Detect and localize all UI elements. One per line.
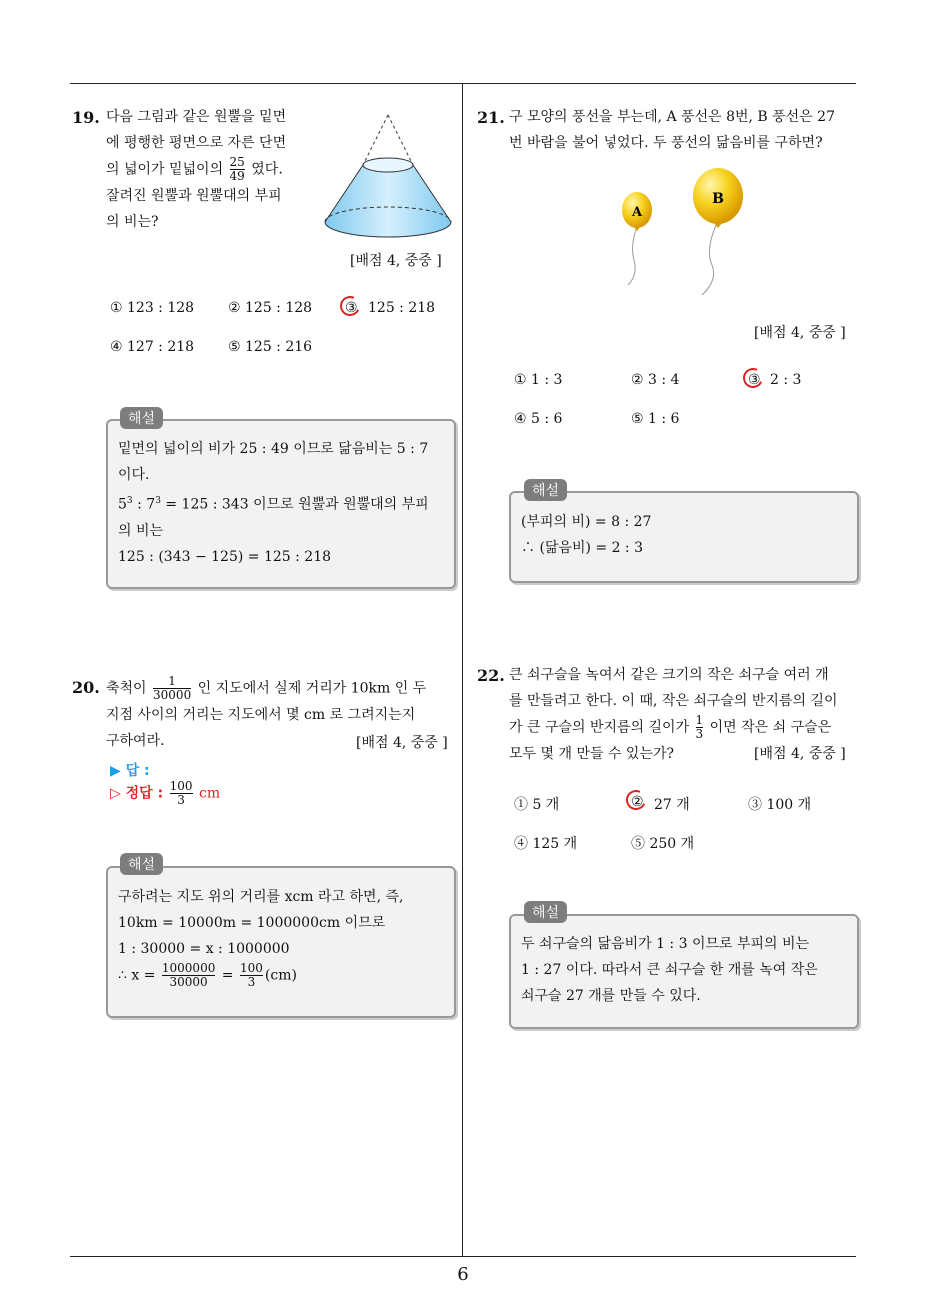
option-4[interactable]: ④ 5 : 6 bbox=[514, 411, 563, 427]
text: = bbox=[221, 967, 234, 984]
question-line: 의 비는? bbox=[106, 214, 159, 230]
numerator: 100 bbox=[239, 961, 263, 975]
page-number: 6 bbox=[457, 1264, 469, 1285]
solution-line: 두 쇠구슬의 닮음비가 1 : 3 이므로 부피의 비는 bbox=[521, 936, 810, 952]
cone-figure bbox=[320, 110, 460, 245]
solution-line: 10km = 10000m = 1000000cm 이므로 bbox=[118, 915, 386, 931]
question-line: 다음 그림과 같은 원뿔을 밑면 bbox=[106, 109, 287, 125]
question-text bbox=[509, 104, 859, 156]
denominator: 3 bbox=[240, 975, 263, 989]
option-5[interactable]: ⑤ 125 : 216 bbox=[228, 339, 313, 355]
solution-line: 밑면의 넓이의 비가 25 : 49 이므로 닮음비는 5 : 7 bbox=[118, 441, 429, 457]
option-2[interactable]: ② 125 : 128 bbox=[228, 300, 313, 316]
exponent: 3 bbox=[155, 496, 161, 506]
correct-answer-label: ▷ 정답 : bbox=[110, 785, 164, 802]
question-number: 22. bbox=[477, 666, 505, 685]
numerator: 25 bbox=[229, 155, 245, 169]
solution-line bbox=[118, 488, 448, 518]
solution-line: ∴ (닮음비) = 2 : 3 bbox=[521, 540, 644, 556]
option-4[interactable]: ④ 127 : 218 bbox=[110, 339, 195, 355]
question-number: 20. bbox=[72, 678, 100, 697]
score-info: [배점 4, 중중 ] bbox=[350, 253, 442, 269]
option-4[interactable]: ④ 125 개 bbox=[514, 836, 578, 852]
solution-line: 구하려는 지도 위의 거리를 xcm 라고 하면, 즉, bbox=[118, 889, 404, 905]
option-2[interactable]: ② 3 : 4 bbox=[631, 372, 680, 388]
answer-label: ▶ 답 : bbox=[110, 763, 150, 779]
question-line: 모두 몇 개 만들 수 있는가? bbox=[509, 746, 674, 762]
solution-line: 1 : 30000 = x : 1000000 bbox=[118, 941, 290, 957]
correct-answer bbox=[110, 780, 220, 807]
question-number: 19. bbox=[72, 108, 100, 127]
fraction bbox=[696, 714, 704, 741]
option-3-marker[interactable]: ③ bbox=[345, 300, 358, 316]
option-3[interactable]: ③ 100 개 bbox=[748, 797, 812, 813]
text: 인 지도에서 실제 거리가 10km 인 두 bbox=[197, 680, 427, 697]
question-line: 구하여라. bbox=[106, 733, 165, 749]
question-line: 번 바람을 불어 넣었다. 두 풍선의 닮음비를 구하면? bbox=[509, 135, 823, 151]
score-info: [배점 4, 중중 ] bbox=[754, 325, 846, 341]
question-line: 를 만들려고 한다. 이 때, 작은 쇠구슬의 반지름의 길이 bbox=[509, 693, 838, 709]
text: 이면 작은 쇠 구슬은 bbox=[709, 719, 832, 736]
question-line: 구 모양의 풍선을 부는데, A 풍선은 8번, B 풍선은 27 bbox=[509, 109, 835, 125]
numerator: 1 bbox=[695, 713, 704, 727]
text: 였다. bbox=[251, 161, 283, 178]
numerator: 1 bbox=[168, 674, 176, 688]
correct-answer-circle bbox=[337, 293, 363, 319]
text: 의 넓이가 밑넓이의 bbox=[106, 161, 224, 178]
column-divider bbox=[462, 83, 463, 1256]
solution-line: 의 비는 bbox=[118, 522, 164, 539]
option-3[interactable]: 2 : 3 bbox=[770, 372, 802, 388]
correct-answer-circle bbox=[623, 787, 649, 813]
score-info: [배점 4, 중중 ] bbox=[754, 746, 846, 762]
denominator: 30000 bbox=[162, 975, 215, 989]
text: = 125 : 343 이므로 원뿔과 원뿔대의 부피 bbox=[160, 496, 429, 513]
text: : 7 bbox=[132, 496, 156, 513]
question-line: 지점 사이의 거리는 지도에서 몇 cm 로 그려지는지 bbox=[106, 707, 416, 723]
question-line: 에 평행한 평면으로 자른 단면 bbox=[106, 135, 287, 151]
option-1[interactable]: ① 1 : 3 bbox=[514, 372, 563, 388]
solution-line: (부피의 비) = 8 : 27 bbox=[521, 514, 652, 530]
solution-label: 해설 bbox=[120, 853, 163, 875]
text: 축척이 bbox=[106, 680, 147, 697]
denominator: 30000 bbox=[153, 688, 192, 702]
fraction bbox=[153, 675, 191, 702]
solution-label: 해설 bbox=[120, 407, 163, 429]
solution-label: 해설 bbox=[524, 479, 567, 501]
top-rule bbox=[70, 83, 856, 84]
text: ∴ x = bbox=[118, 967, 156, 984]
question-number: 21. bbox=[477, 108, 505, 127]
option-2[interactable]: 27 개 bbox=[654, 797, 690, 813]
solution-line: 1 : 27 이다. 따라서 큰 쇠구슬 한 개를 녹여 작은 bbox=[521, 962, 818, 978]
numerator: 1000000 bbox=[161, 961, 216, 975]
option-3-marker[interactable]: ③ bbox=[748, 372, 761, 388]
solution-line: 쇠구슬 27 개를 만들 수 있다. bbox=[521, 988, 701, 1004]
denominator: 3 bbox=[170, 793, 193, 807]
question-text bbox=[106, 104, 326, 235]
option-1[interactable]: ① 5 개 bbox=[514, 797, 560, 813]
fraction bbox=[162, 962, 215, 989]
unit: (cm) bbox=[264, 967, 297, 984]
balloons-figure bbox=[610, 165, 760, 300]
fraction bbox=[230, 156, 245, 183]
solution-line: 이다. bbox=[118, 467, 150, 483]
numerator: 100 bbox=[169, 779, 193, 793]
question-line bbox=[106, 675, 456, 702]
solution-label: 해설 bbox=[524, 901, 567, 923]
text: 5 bbox=[118, 496, 127, 513]
balloon-b-label: B bbox=[712, 191, 724, 207]
solution-line bbox=[118, 962, 448, 989]
solution-line: 125 : (343 − 125) = 125 : 218 bbox=[118, 548, 332, 565]
correct-answer-circle bbox=[740, 365, 766, 391]
option-5[interactable]: ⑤ 250 개 bbox=[631, 836, 695, 852]
balloon-a-label: A bbox=[631, 205, 643, 220]
denominator: 49 bbox=[229, 169, 245, 183]
option-2-marker[interactable]: ② bbox=[631, 794, 644, 810]
exponent: 3 bbox=[126, 496, 133, 506]
denominator: 3 bbox=[695, 727, 704, 741]
option-3[interactable]: 125 : 218 bbox=[368, 300, 436, 316]
fraction bbox=[170, 780, 193, 807]
fraction bbox=[240, 962, 263, 989]
solution-text bbox=[118, 436, 448, 570]
question-line bbox=[509, 714, 864, 741]
solution-text bbox=[521, 509, 851, 561]
solution-text bbox=[521, 931, 851, 1009]
option-1[interactable]: ① 123 : 128 bbox=[110, 300, 195, 316]
solution-text bbox=[118, 884, 448, 989]
question-line: 큰 쇠구슬을 녹여서 같은 크기의 작은 쇠구슬 여러 개 bbox=[509, 667, 829, 683]
score-info: [배점 4, 중중 ] bbox=[356, 735, 448, 751]
question-line bbox=[106, 156, 326, 183]
bottom-rule bbox=[70, 1256, 856, 1257]
text: 가 큰 구슬의 반지름의 길이가 bbox=[509, 719, 690, 736]
option-5[interactable]: ⑤ 1 : 6 bbox=[631, 411, 680, 427]
question-line: 잘려진 원뿔과 원뿔대의 부피 bbox=[106, 188, 282, 204]
unit: cm bbox=[198, 785, 221, 802]
